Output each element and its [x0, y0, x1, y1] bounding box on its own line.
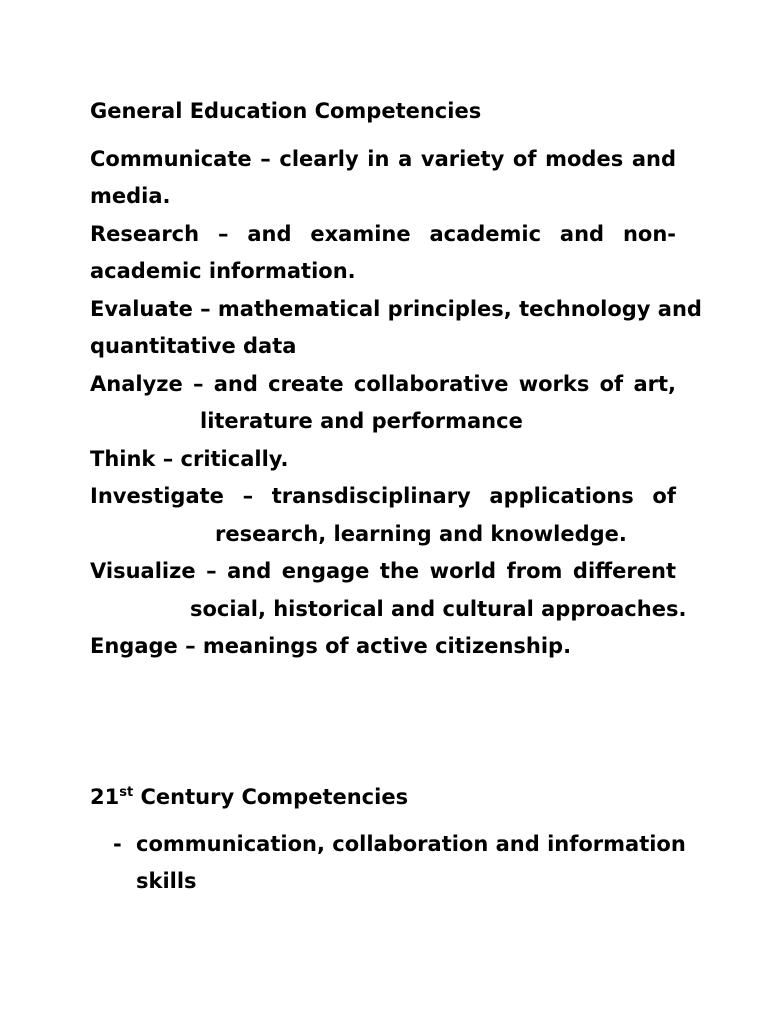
bullet-text-line: communication, collaboration and information [136, 832, 686, 856]
text-line: media. [90, 184, 171, 208]
text-line: Research – and examine academic and non- [90, 222, 676, 246]
section-title-general-education: General Education Competencies [90, 99, 482, 123]
text-line: Investigate – transdisciplinary applications of [90, 484, 676, 508]
text-line: academic information. [90, 259, 356, 283]
text-line: research, learning and knowledge. [215, 522, 627, 546]
title-rest: Century Competencies [133, 785, 409, 809]
text-line: quantitative data [90, 334, 297, 358]
section-title-21st-century [90, 784, 408, 810]
text-line: Analyze – and create collaborative works of art, [90, 372, 676, 396]
title-superscript: st [119, 785, 134, 800]
text-line: Evaluate – mathematical principles, technology and [90, 297, 702, 321]
text-line: Engage – meanings of active citizenship. [90, 634, 572, 658]
text-line: Communicate – clearly in a variety of modes and [90, 147, 676, 171]
bullet-marker: - [113, 832, 122, 856]
text-line: literature and performance [200, 409, 523, 433]
text-line: Think – critically. [90, 447, 289, 471]
text-line: Visualize – and engage the world from different [90, 559, 676, 583]
bullet-text-line: skills [136, 869, 197, 893]
text-line: social, historical and cultural approaches. [190, 597, 687, 621]
title-number: 21 [90, 785, 120, 809]
